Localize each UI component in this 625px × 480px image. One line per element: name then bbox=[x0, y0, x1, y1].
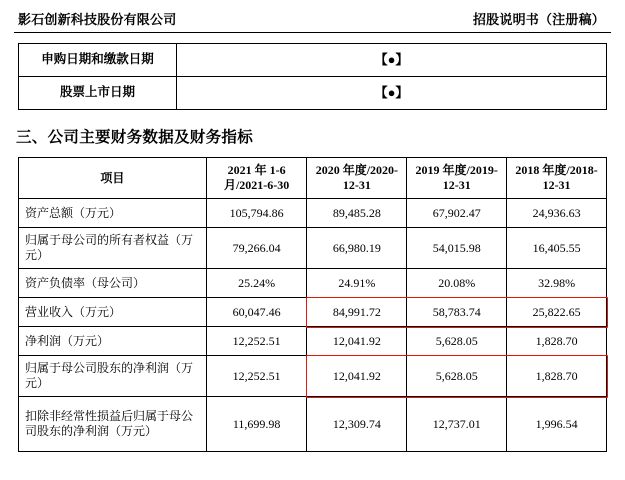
row-item-label: 营业收入（万元） bbox=[19, 298, 207, 327]
table-row bbox=[19, 44, 607, 77]
issuance-dates-table bbox=[18, 43, 607, 110]
row-value: 54,015.98 bbox=[407, 228, 507, 269]
column-header-2021h1: 2021 年 1-6 月/2021-6-30 bbox=[206, 158, 307, 199]
row-value: 67,902.47 bbox=[407, 199, 507, 228]
row-label: 申购日期和缴款日期 bbox=[19, 44, 177, 77]
row-value: 60,047.46 bbox=[206, 298, 307, 327]
table-row bbox=[19, 356, 607, 397]
row-value: 1,828.70 bbox=[507, 356, 607, 397]
column-header-item: 项目 bbox=[19, 158, 207, 199]
header-divider bbox=[14, 32, 611, 33]
table-row bbox=[19, 199, 607, 228]
row-value: 12,041.92 bbox=[307, 356, 407, 397]
row-value: 【●】 bbox=[177, 44, 607, 77]
column-header-2018: 2018 年度/2018-12-31 bbox=[507, 158, 607, 199]
row-value: 12,041.92 bbox=[307, 327, 407, 356]
row-value: 【●】 bbox=[177, 77, 607, 110]
row-item-label: 资产负债率（母公司） bbox=[19, 269, 207, 298]
column-header-2019: 2019 年度/2019-12-31 bbox=[407, 158, 507, 199]
section-heading: 三、公司主要财务数据及财务指标 bbox=[16, 129, 254, 146]
page-header bbox=[14, 0, 611, 28]
row-value: 84,991.72 bbox=[307, 298, 407, 327]
document-type: 招股说明书（注册稿） bbox=[472, 12, 605, 27]
row-label: 股票上市日期 bbox=[19, 77, 177, 110]
column-header-2020: 2020 年度/2020-12-31 bbox=[307, 158, 407, 199]
row-value: 1,828.70 bbox=[507, 327, 607, 356]
row-value: 1,996.54 bbox=[507, 397, 607, 452]
row-value: 25,822.65 bbox=[507, 298, 607, 327]
row-value: 12,252.51 bbox=[206, 356, 307, 397]
row-value: 24,936.63 bbox=[507, 199, 607, 228]
table-row bbox=[19, 228, 607, 269]
table-row bbox=[19, 327, 607, 356]
financial-table-section bbox=[14, 157, 611, 452]
row-item-label: 归属于母公司股东的净利润（万元） bbox=[19, 356, 207, 397]
issuance-dates-section bbox=[14, 43, 611, 110]
table-header-row bbox=[19, 158, 607, 199]
row-value: 5,628.05 bbox=[407, 356, 507, 397]
row-value: 32.98% bbox=[507, 269, 607, 298]
row-value: 16,405.55 bbox=[507, 228, 607, 269]
row-item-label: 归属于母公司的所有者权益（万元） bbox=[19, 228, 207, 269]
table-row bbox=[19, 77, 607, 110]
row-value: 20.08% bbox=[407, 269, 507, 298]
row-value: 11,699.98 bbox=[206, 397, 307, 452]
table-row bbox=[19, 298, 607, 327]
row-value: 12,737.01 bbox=[407, 397, 507, 452]
row-value: 24.91% bbox=[307, 269, 407, 298]
row-value: 5,628.05 bbox=[407, 327, 507, 356]
row-item-label: 净利润（万元） bbox=[19, 327, 207, 356]
row-value: 79,266.04 bbox=[206, 228, 307, 269]
financial-data-table bbox=[18, 157, 607, 452]
table-row bbox=[19, 269, 607, 298]
row-item-label: 资产总额（万元） bbox=[19, 199, 207, 228]
row-value: 12,309.74 bbox=[307, 397, 407, 452]
table-row bbox=[19, 397, 607, 452]
company-name: 影石创新科技股份有限公司 bbox=[18, 12, 177, 27]
row-value: 58,783.74 bbox=[407, 298, 507, 327]
row-value: 25.24% bbox=[206, 269, 307, 298]
row-value: 66,980.19 bbox=[307, 228, 407, 269]
row-value: 12,252.51 bbox=[206, 327, 307, 356]
row-value: 105,794.86 bbox=[206, 199, 307, 228]
row-item-label: 扣除非经常性损益后归属于母公司股东的净利润（万元） bbox=[19, 397, 207, 452]
row-value: 89,485.28 bbox=[307, 199, 407, 228]
